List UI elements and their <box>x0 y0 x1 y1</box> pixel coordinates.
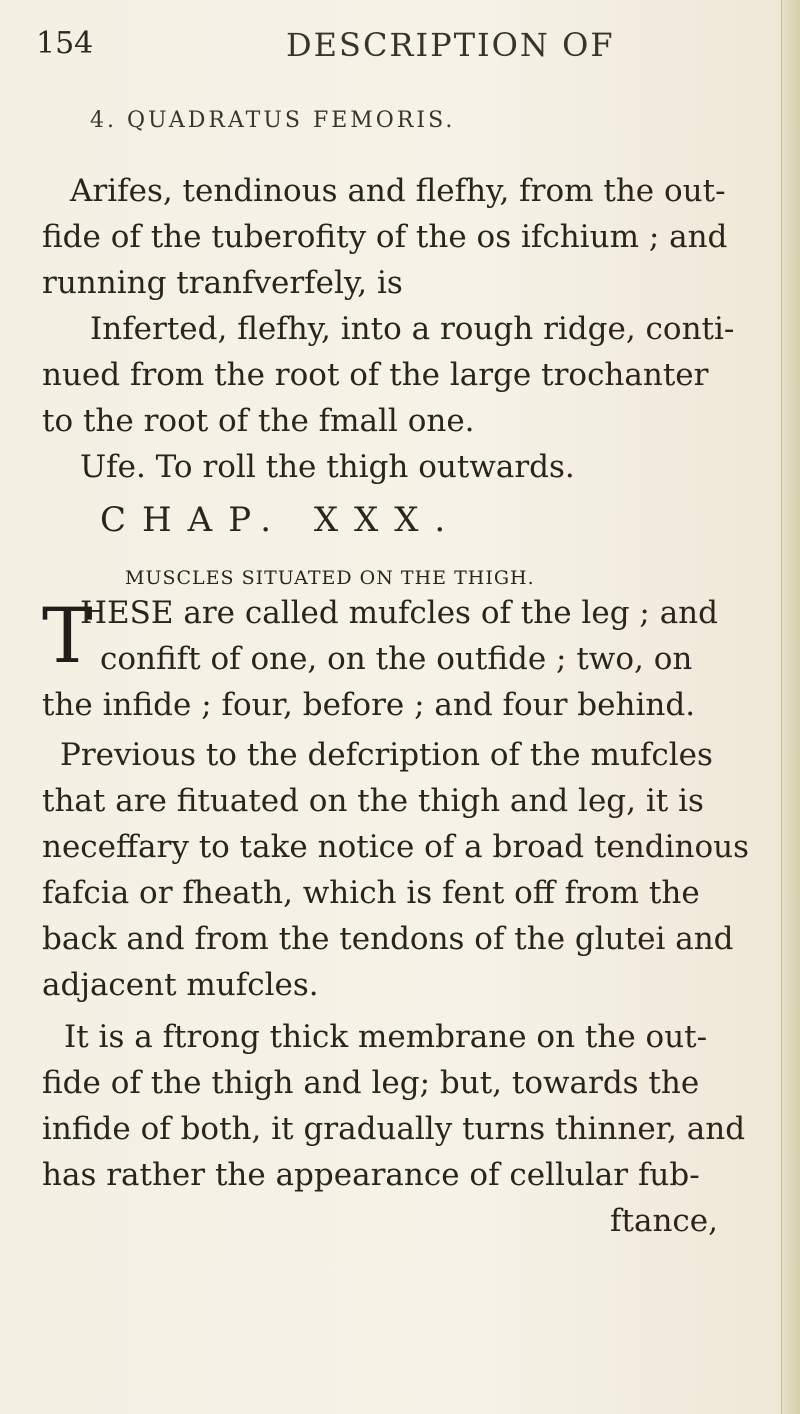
text-line: fide of the tuberofity of the os ifchium ; and <box>42 219 728 255</box>
text-line: It is a ftrong thick membrane on the out- <box>64 1019 708 1055</box>
paragraph-membrane <box>42 1014 752 1244</box>
text-line: back and from the tendons of the glutei and <box>42 921 734 957</box>
text-line: Arifes, tendinous and flefhy, from the out- <box>70 173 726 209</box>
paragraph-quadratus <box>42 122 752 490</box>
page-number: 154 <box>36 26 94 61</box>
text-line: to the root of the fmall one. <box>42 403 475 439</box>
section-heading: 4. QUADRATUS FEMORIS. <box>90 108 456 133</box>
text-line: nued from the root of the large trochanter <box>42 357 709 393</box>
text-line: adjacent mufcles. <box>42 967 319 1003</box>
text-line: confift of one, on the outfide ; two, on <box>100 641 693 677</box>
catchword: ftance, <box>610 1203 718 1239</box>
page-edge <box>781 0 800 1414</box>
text-line: the infide ; four, before ; and four behind. <box>42 687 696 723</box>
text-line: has rather the appearance of cellular fub- <box>42 1157 700 1193</box>
text-line: neceffary to take notice of a broad tendinous <box>42 829 750 865</box>
chapter-heading: CHAP. XXX. <box>100 500 462 540</box>
text-line: fafcia or fheath, which is fent off from the <box>42 875 700 911</box>
text-line: Previous to the defcription of the mufcles <box>60 737 713 773</box>
text-line: that are fituated on the thigh and leg, it is <box>42 783 704 819</box>
running-head <box>36 20 756 68</box>
drop-cap: T <box>42 591 93 680</box>
text-line: infide of both, it gradually turns thinner, and <box>42 1111 746 1147</box>
text-line: running tranfverfely, is <box>42 265 403 301</box>
paragraph-fascia <box>42 732 752 1008</box>
chapter-opening <box>42 590 752 728</box>
text-line: fide of the thigh and leg; but, towards the <box>42 1065 700 1101</box>
text-line: Inferted, flefhy, into a rough ridge, conti- <box>90 311 735 347</box>
chapter-subtitle: MUSCLES SITUATED ON THE THIGH. <box>125 567 535 589</box>
running-title: DESCRIPTION OF <box>286 26 615 64</box>
text-line: HESE are called mufcles of the leg ; and <box>80 595 718 631</box>
text-line: Ufe. To roll the thigh outwards. <box>80 449 575 485</box>
